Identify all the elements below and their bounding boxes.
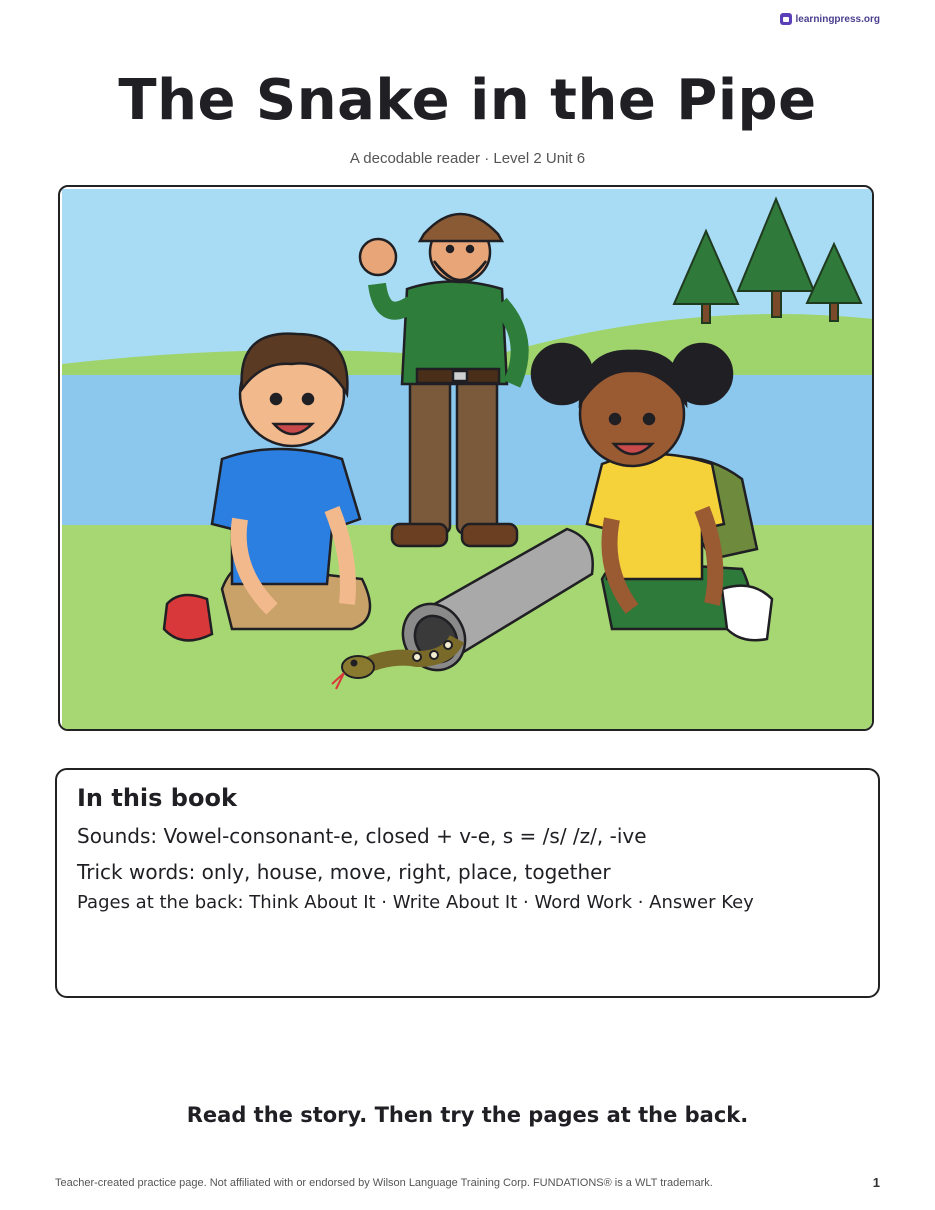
page-subtitle: A decodable reader · Level 2 Unit 6 bbox=[349, 150, 586, 167]
info-heading: In this book bbox=[77, 784, 237, 812]
sounds-line: Sounds: Vowel-consonant-e, closed + v-e, s = /s/ /z/, -ive bbox=[77, 824, 647, 848]
cover-illustration bbox=[58, 185, 874, 731]
brand-badge[interactable] bbox=[780, 13, 880, 25]
page-title: The Snake in the Pipe bbox=[118, 68, 817, 133]
footer-disclaimer: Teacher-created practice page. Not affiliated with or endorsed by Wilson Language Training Corp. FUNDATIONS® is a WLT trademark. bbox=[55, 1177, 713, 1189]
reading-instruction: Read the story. Then try the pages at the back. bbox=[186, 1103, 749, 1127]
illustration-scene bbox=[62, 189, 874, 731]
book-icon bbox=[780, 13, 792, 25]
page-number: 1 bbox=[872, 1175, 880, 1190]
trick-words-line: Trick words: only, house, move, right, place, together bbox=[77, 860, 611, 884]
book-info-box bbox=[55, 768, 880, 998]
back-pages-line: Pages at the back: Think About It · Write About It · Word Work · Answer Key bbox=[77, 892, 754, 913]
brand-name: learningpress.org bbox=[795, 13, 880, 25]
